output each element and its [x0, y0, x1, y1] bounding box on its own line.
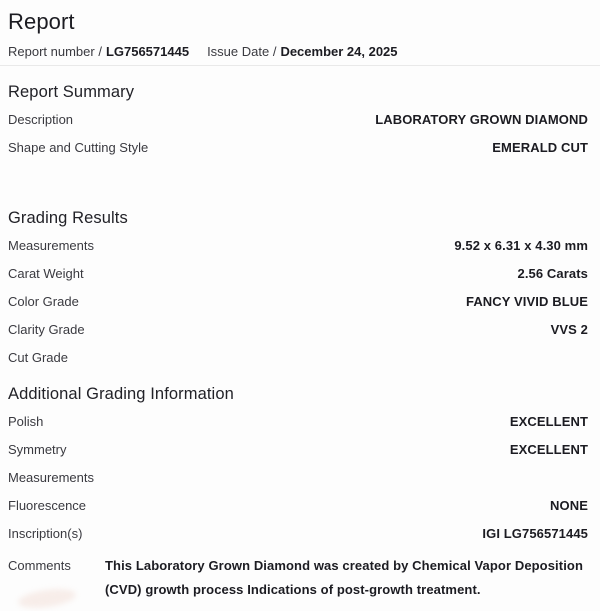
table-row: [8, 231, 588, 259]
table-row: [8, 463, 588, 491]
comments-value: This Laboratory Grown Diamond was created by Chemical Vapor Deposition (CVD) growth process Indications of post-growth treatment.: [105, 558, 583, 597]
row-value: 9.52 x 6.31 x 4.30 mm: [454, 237, 588, 253]
table-row: [8, 435, 588, 463]
table-row: [8, 407, 588, 435]
comments-row: [8, 554, 588, 602]
row-label: Fluorescence: [8, 497, 87, 513]
section-report-summary: [8, 81, 588, 161]
row-label: Cut Grade: [8, 349, 68, 365]
row-label: Description: [8, 111, 74, 127]
section-heading-additional-grading-information: Additional Grading Information: [8, 385, 234, 403]
section-heading-report-summary: Report Summary: [8, 83, 135, 101]
additional-rows: [8, 407, 588, 602]
row-value: VVS 2: [550, 321, 588, 337]
row-value: FANCY VIVID BLUE: [466, 293, 588, 309]
row-value: EMERALD CUT: [492, 139, 588, 155]
comments-label: Comments: [8, 558, 71, 573]
section-heading-grading-results: Grading Results: [8, 209, 128, 227]
row-value: IGI LG756571445: [482, 525, 588, 541]
issue-date-label: Issue Date /: [207, 44, 277, 59]
row-label: Color Grade: [8, 293, 79, 309]
issue-date-value: December 24, 2025: [280, 44, 398, 59]
section-additional-grading-information: [8, 383, 588, 602]
report-number-label: Report number /: [8, 44, 102, 59]
table-row: [8, 315, 588, 343]
table-row: [8, 105, 588, 133]
row-label: Measurements: [8, 237, 94, 253]
table-row: [8, 343, 588, 371]
table-row: [8, 287, 588, 315]
row-label: Inscription(s): [8, 525, 83, 541]
summary-rows: [8, 105, 588, 161]
row-value: LABORATORY GROWN DIAMOND: [375, 111, 588, 127]
table-row: [8, 519, 588, 547]
row-label: Clarity Grade: [8, 321, 85, 337]
report-number-value: LG756571445: [105, 44, 190, 59]
row-label: Carat Weight: [8, 265, 84, 281]
row-value: EXCELLENT: [509, 413, 588, 429]
row-value: NONE: [550, 497, 588, 513]
table-row: [8, 259, 588, 287]
header-divider: [0, 65, 600, 66]
section-grading-results: [8, 207, 588, 371]
row-value: 2.56 Carats: [517, 265, 588, 281]
page-title: Report: [8, 9, 75, 34]
row-label: Symmetry: [8, 441, 67, 457]
row-label: Shape and Cutting Style: [8, 139, 149, 155]
report-meta: [8, 44, 588, 59]
row-label: Polish: [8, 413, 44, 429]
table-row: [8, 133, 588, 161]
row-label: Measurements: [8, 469, 94, 485]
row-value: EXCELLENT: [509, 441, 588, 457]
table-row: [8, 491, 588, 519]
grading-rows: [8, 231, 588, 371]
